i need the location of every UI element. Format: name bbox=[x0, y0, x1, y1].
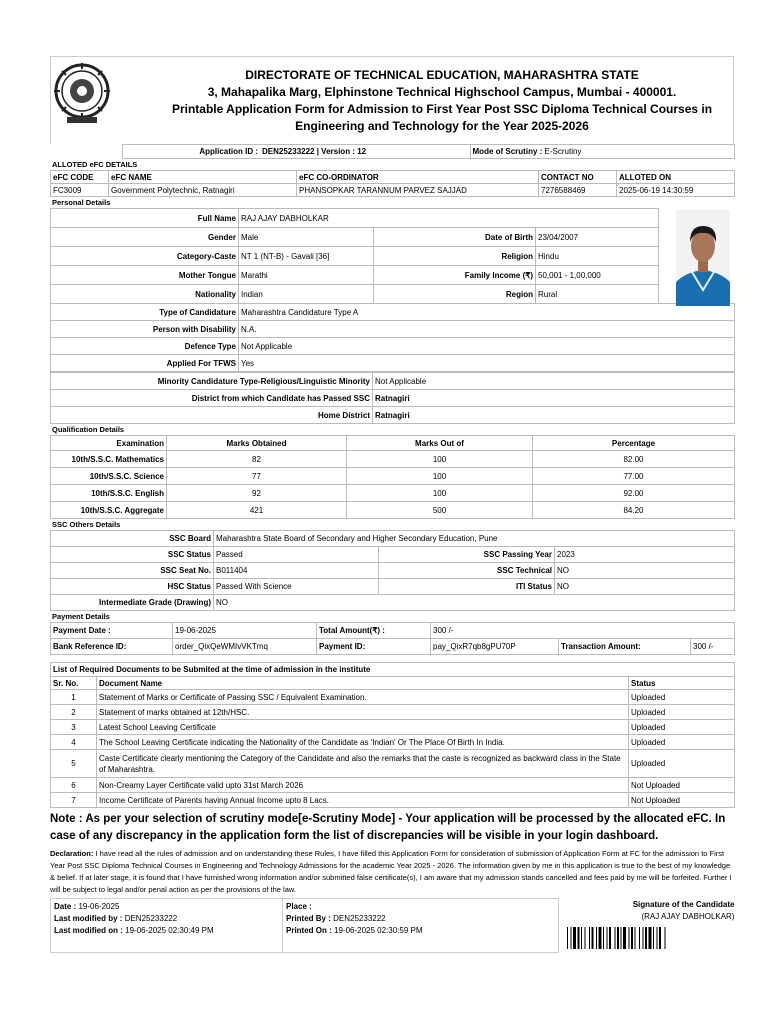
last-modified-by-label: Last modified by : bbox=[54, 914, 123, 923]
signature-name: (RAJ AJAY DABHOLKAR) bbox=[641, 911, 735, 921]
barcode-bar bbox=[596, 927, 597, 949]
defence: Not Applicable bbox=[239, 338, 735, 355]
date-label: Date : bbox=[54, 902, 77, 911]
qual-exam: 10th/S.S.C. Mathematics bbox=[51, 451, 167, 468]
barcode-bar bbox=[656, 927, 657, 949]
qual-percent: 92.00 bbox=[533, 485, 735, 502]
barcode-bar bbox=[628, 927, 629, 949]
efc-header: CONTACT NO bbox=[539, 171, 617, 184]
barcode bbox=[567, 927, 735, 949]
barcode-bar bbox=[631, 927, 633, 949]
doc-sr: 6 bbox=[51, 778, 97, 793]
hsc-status: Passed With Science bbox=[214, 579, 379, 595]
full-name-label: Full Name bbox=[51, 209, 239, 228]
barcode-bar bbox=[664, 927, 665, 949]
doc-row bbox=[51, 750, 735, 778]
bank-ref-label: Bank Reference ID: bbox=[51, 639, 173, 655]
qual-marks: 82 bbox=[167, 451, 347, 468]
ssc-technical-label: SSC Technical bbox=[379, 563, 555, 579]
barcode-bar bbox=[581, 927, 582, 949]
documents-table bbox=[50, 662, 735, 808]
nationality: Indian bbox=[239, 285, 374, 304]
doc-header: Document Name bbox=[97, 677, 629, 690]
signature-label: Signature of the Candidate bbox=[632, 899, 735, 909]
candidate-photo bbox=[676, 210, 730, 306]
iti-status: NO bbox=[555, 579, 735, 595]
nationality-label: Nationality bbox=[51, 285, 239, 304]
tfws: Yes bbox=[239, 355, 735, 372]
mother-tongue: Marathi bbox=[239, 266, 374, 285]
doc-name: Caste Certificate clearly mentioning the Category of the Candidate and also the remarks that the caste is recognized as backward class in the State of Maharashtra. bbox=[97, 750, 629, 778]
qual-marks: 77 bbox=[167, 468, 347, 485]
payment-date: 19-06-2025 bbox=[173, 623, 317, 639]
printed-by-label: Printed By : bbox=[286, 914, 331, 923]
ssc-district-label: District from which Candidate has Passed SSC bbox=[51, 390, 373, 407]
minority: Not Applicable bbox=[373, 373, 735, 390]
barcode-bar bbox=[577, 927, 579, 949]
last-modified-on: 19-06-2025 02:30:49 PM bbox=[125, 926, 214, 935]
txn-amount: 300 /- bbox=[691, 639, 735, 655]
declaration-text: I have read all the rules of admission and on understanding these Rules, I have filled this Application Form for consideration of submission of Application Form at FC for the admission to First Year Post SSC Diploma Technical Courses in Engineering and Technology Admissions for the academic Year 2025 - 2026. The information given by me in this application is true to the best of my knowledge & belief. If at later stage, it is found that I have furnished wrong information and/or submitted false certificate(s), I am aware that my admission stands cancelled and fees paid by me will be forfeited. Further I will be subject to legal and/or penal action as per the provisions of the law. bbox=[50, 849, 732, 894]
form-header bbox=[50, 56, 734, 144]
barcode-bar bbox=[620, 927, 621, 949]
qual-row bbox=[51, 485, 735, 502]
version-label: Version : bbox=[321, 147, 355, 156]
dte-emblem-logo bbox=[53, 61, 111, 125]
income-label: Family Income (₹) bbox=[374, 266, 536, 285]
last-modified-on-label: Last modified on : bbox=[54, 926, 123, 935]
application-id: DEN25233222 bbox=[262, 147, 315, 156]
home-district-label: Home District bbox=[51, 407, 373, 424]
defence-label: Defence Type bbox=[51, 338, 239, 355]
doc-status: Uploaded bbox=[629, 735, 735, 750]
income: 50,001 - 1,00,000 bbox=[536, 266, 659, 285]
ssc-passing-year: 2023 bbox=[555, 547, 735, 563]
barcode-bar bbox=[598, 927, 601, 949]
application-form bbox=[50, 56, 734, 953]
qual-percent: 84.20 bbox=[533, 502, 735, 519]
total-amount-label: Total Amount(₹) : bbox=[317, 623, 431, 639]
bank-ref: order_QixQeWMIvVKTmq bbox=[173, 639, 317, 655]
mother-tongue-label: Mother Tongue bbox=[51, 266, 239, 285]
ssc-seat-label: SSC Seat No. bbox=[51, 563, 214, 579]
barcode-bar bbox=[603, 927, 604, 949]
drawing-label: Intermediate Grade (Drawing) bbox=[51, 595, 214, 611]
dob: 23/04/2007 bbox=[536, 228, 659, 247]
efc-name: Government Polytechnic, Ratnagiri bbox=[109, 184, 297, 197]
doc-name: Statement of marks obtained at 12th/HSC. bbox=[97, 705, 629, 720]
qual-percent: 82.00 bbox=[533, 451, 735, 468]
qual-out-of: 100 bbox=[347, 468, 533, 485]
footer-table bbox=[50, 898, 735, 953]
last-modified-by: DEN25233222 bbox=[124, 914, 178, 923]
header-form-title: Printable Application Form for Admission to First Year Post SSC Diploma Technical Courses in bbox=[171, 102, 713, 116]
barcode-bar bbox=[570, 927, 571, 949]
doc-row bbox=[51, 690, 735, 705]
declaration bbox=[50, 848, 734, 896]
ssc-board-label: SSC Board bbox=[51, 531, 214, 547]
doc-row bbox=[51, 720, 735, 735]
barcode-bar bbox=[648, 927, 651, 949]
doc-sr: 3 bbox=[51, 720, 97, 735]
region: Rural bbox=[536, 285, 659, 304]
doc-name: Statement of Marks or Certificate of Passing SSC / Equivalent Examination. bbox=[97, 690, 629, 705]
doc-name: Latest School Leaving Certificate bbox=[97, 720, 629, 735]
place-label: Place : bbox=[286, 902, 312, 911]
doc-header: Sr. No. bbox=[51, 677, 97, 690]
header-title: DIRECTORATE OF TECHNICAL EDUCATION, MAHARASHTRA STATE bbox=[245, 68, 639, 82]
doc-name: Income Certificate of Parents having Annual Income upto 8 Lacs. bbox=[97, 793, 629, 808]
qual-percent: 77.00 bbox=[533, 468, 735, 485]
region-label: Region bbox=[374, 285, 536, 304]
religion-label: Religion bbox=[374, 247, 536, 266]
iti-status-label: ITI Status bbox=[379, 579, 555, 595]
efc-alloted-on: 2025-06-19 14:30:59 bbox=[617, 184, 735, 197]
efc-coordinator: PHANSOPKAR TARANNUM PARVEZ SAJJAD bbox=[297, 184, 539, 197]
ssc-status-label: SSC Status bbox=[51, 547, 214, 563]
doc-sr: 5 bbox=[51, 750, 97, 778]
barcode-bar bbox=[609, 927, 611, 949]
doc-sr: 4 bbox=[51, 735, 97, 750]
payment-date-label: Payment Date : bbox=[51, 623, 173, 639]
minority-label: Minority Candidature Type-Religious/Linguistic Minority bbox=[51, 373, 373, 390]
scrutiny-value: E-Scrutiny bbox=[544, 147, 582, 156]
payment-section-title: Payment Details bbox=[52, 612, 110, 621]
ssc-others-section-title: SSC Others Details bbox=[52, 520, 121, 529]
declaration-label: Declaration: bbox=[50, 849, 94, 858]
disability: N.A. bbox=[239, 321, 735, 338]
barcode-bar bbox=[617, 927, 619, 949]
qualification-section-title: Qualification Details bbox=[52, 425, 125, 434]
efc-header: eFC NAME bbox=[109, 171, 297, 184]
doc-row bbox=[51, 705, 735, 720]
efc-header: eFC CO-ORDINATOR bbox=[297, 171, 539, 184]
version-value: 12 bbox=[357, 147, 367, 156]
barcode-bar bbox=[642, 927, 643, 949]
header-form-year: Engineering and Technology for the Year 2025-2026 bbox=[295, 119, 589, 133]
gender: Male bbox=[239, 228, 374, 247]
barcode-bar bbox=[623, 927, 626, 949]
barcode-bar bbox=[584, 927, 585, 949]
barcode-bar bbox=[639, 927, 640, 949]
qual-row bbox=[51, 502, 735, 519]
header-address: 3, Mahapalika Marg, Elphinstone Technical Highschool Campus, Mumbai - 400001. bbox=[207, 85, 677, 99]
ssc-district: Ratnagiri bbox=[373, 390, 735, 407]
doc-row bbox=[51, 778, 735, 793]
ssc-status: Passed bbox=[214, 547, 379, 563]
qualification-table bbox=[50, 435, 735, 519]
barcode-bar bbox=[567, 927, 568, 949]
barcode-bar bbox=[645, 927, 647, 949]
category: NT 1 (NT-B) - Gavali [36] bbox=[239, 247, 374, 266]
ssc-others-table bbox=[50, 530, 735, 611]
doc-status: Uploaded bbox=[629, 690, 735, 705]
hsc-status-label: HSC Status bbox=[51, 579, 214, 595]
disability-label: Person with Disability bbox=[51, 321, 239, 338]
doc-sr: 7 bbox=[51, 793, 97, 808]
ssc-seat: B011404 bbox=[214, 563, 379, 579]
printed-on: 19-06-2025 02:30:59 PM bbox=[334, 926, 423, 935]
candidature-label: Type of Candidature bbox=[51, 304, 239, 321]
gender-label: Gender bbox=[51, 228, 239, 247]
doc-status: Not Uploaded bbox=[629, 778, 735, 793]
payment-id: pay_QixR7qb8gPU70P bbox=[431, 639, 559, 655]
barcode-bar bbox=[659, 927, 661, 949]
barcode-bar bbox=[591, 927, 593, 949]
documents-section-title: List of Required Documents to be Submited at the time of admission in the institute bbox=[51, 663, 735, 677]
qual-out-of: 100 bbox=[347, 485, 533, 502]
qual-marks: 421 bbox=[167, 502, 347, 519]
printed-on-label: Printed On : bbox=[286, 926, 332, 935]
doc-status: Uploaded bbox=[629, 720, 735, 735]
efc-code: FC3009 bbox=[51, 184, 109, 197]
qual-row bbox=[51, 451, 735, 468]
qual-header: Marks Obtained bbox=[167, 436, 347, 451]
qual-exam: 10th/S.S.C. Science bbox=[51, 468, 167, 485]
efc-table bbox=[50, 170, 735, 197]
barcode-bar bbox=[614, 927, 615, 949]
payment-id-label: Payment ID: bbox=[317, 639, 431, 655]
personal-table bbox=[50, 208, 735, 372]
dob-label: Date of Birth bbox=[374, 228, 536, 247]
qual-exam: 10th/S.S.C. Aggregate bbox=[51, 502, 167, 519]
religion: Hindu bbox=[536, 247, 659, 266]
qual-row bbox=[51, 468, 735, 485]
doc-status: Not Uploaded bbox=[629, 793, 735, 808]
barcode-bar bbox=[606, 927, 607, 949]
home-district: Ratnagiri bbox=[373, 407, 735, 424]
personal-table-2 bbox=[50, 372, 735, 424]
qual-header: Examination bbox=[51, 436, 167, 451]
efc-section-title: ALLOTED eFC DETAILS bbox=[52, 160, 138, 169]
qual-header: Percentage bbox=[533, 436, 735, 451]
doc-header: Status bbox=[629, 677, 735, 690]
barcode-bar bbox=[589, 927, 590, 949]
full-name: RAJ AJAY DABHOLKAR bbox=[239, 209, 659, 228]
barcode-bar bbox=[634, 927, 635, 949]
payment-table bbox=[50, 622, 735, 655]
candidature: Maharashtra Candidature Type A bbox=[239, 304, 735, 321]
txn-amount-label: Transaction Amount: bbox=[559, 639, 691, 655]
scrutiny-note: Note : As per your selection of scrutiny mode[e-Scrutiny Mode] - Your application will be processed by the allocated eFC. In case of any discrepancy in the application form the list of discrepancies will be visible in your login dashboard. bbox=[50, 813, 726, 842]
qual-out-of: 500 bbox=[347, 502, 533, 519]
date-value: 19-06-2025 bbox=[78, 902, 120, 911]
doc-status: Uploaded bbox=[629, 750, 735, 778]
application-id-label: Application ID : bbox=[199, 147, 258, 156]
scrutiny-label: Mode of Scrutiny : bbox=[472, 147, 543, 156]
application-id-table: Application ID : DEN25233222 | Version : 12 Mode of Scrutiny : E-Scrutiny bbox=[50, 144, 735, 159]
doc-name: The School Leaving Certificate indicating the Nationality of the Candidate as 'Indian' Or The Place Of Birth In India. bbox=[97, 735, 629, 750]
doc-row bbox=[51, 735, 735, 750]
efc-contact: 7276588469 bbox=[539, 184, 617, 197]
doc-status: Uploaded bbox=[629, 705, 735, 720]
total-amount: 300 /- bbox=[431, 623, 735, 639]
barcode-bar bbox=[573, 927, 576, 949]
barcode-bar bbox=[653, 927, 654, 949]
qual-exam: 10th/S.S.C. English bbox=[51, 485, 167, 502]
qual-out-of: 100 bbox=[347, 451, 533, 468]
category-label: Category-Caste bbox=[51, 247, 239, 266]
efc-header: ALLOTED ON bbox=[617, 171, 735, 184]
drawing: NO bbox=[214, 595, 735, 611]
doc-sr: 2 bbox=[51, 705, 97, 720]
ssc-board: Maharashtra State Board of Secondary and Higher Secondary Education, Pune bbox=[214, 531, 735, 547]
personal-section-title: Personal Details bbox=[52, 198, 111, 207]
qual-header: Marks Out of bbox=[347, 436, 533, 451]
tfws-label: Applied For TFWS bbox=[51, 355, 239, 372]
ssc-technical: NO bbox=[555, 563, 735, 579]
efc-header: eFC CODE bbox=[51, 171, 109, 184]
doc-name: Non-Creamy Layer Certificate valid upto 31st March 2026 bbox=[97, 778, 629, 793]
doc-row bbox=[51, 793, 735, 808]
header-text bbox=[171, 67, 713, 135]
ssc-passing-year-label: SSC Passing Year bbox=[379, 547, 555, 563]
doc-sr: 1 bbox=[51, 690, 97, 705]
printed-by: DEN25233222 bbox=[333, 914, 386, 923]
qual-marks: 92 bbox=[167, 485, 347, 502]
